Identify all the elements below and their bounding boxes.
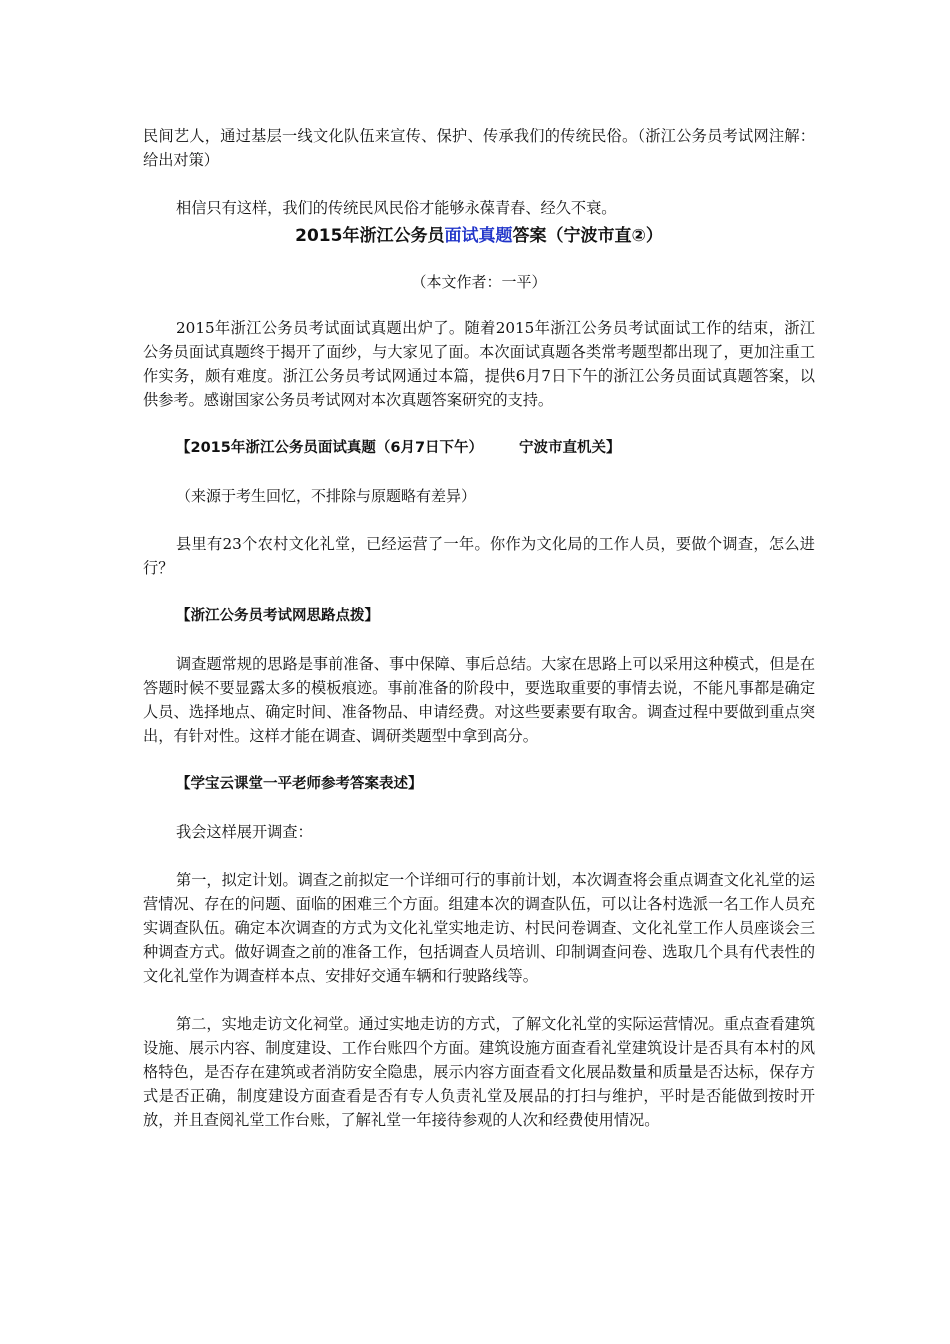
answer-point-2: 第二，实地走访文化祠堂。通过实地走访的方式，了解文化礼堂的实际运营情况。重点查看建筑设施、展示内容、制度建设、工作台账四个方面。建筑设施方面查看礼堂建筑设计是否具有本村的风格特色，是否存在建筑或者消防安全隐患，展示内容方面查看文化展品数量和质量是否达标，保存方式是否正确，制度建设方面查看是否有专人负责礼堂及展品的打扫与维护，平时是否能做到按时开放，并且查阅礼堂工作台账，了解礼堂一年接待参观的人次和经费使用情况。 [143,1015,815,1129]
question-heading-right: 宁波市直机关】 [519,440,621,456]
answer-point-1: 第一，拟定计划。调查之前拟定一个详细可行的事前计划，本次调查将会重点调查文化礼堂的运营情况、存在的问题、面临的困难三个方面。组建本次的调查队伍，可以让各村选派一名工作人员充实调查队伍。确定本次调查的方式为文化礼堂实地走访、村民问卷调查、文化礼堂工作人员座谈会三种调查方式。做好调查之前的准备工作，包括调查人员培训、印制调查问卷、选取几个具有代表性的文化礼堂作为调查样本点、安排好交通车辆和行驶路线等。 [143,871,815,985]
article-title [143,224,815,248]
closing-sentence: 相信只有这样，我们的传统民风民俗才能够永葆青春、经久不衰。 [176,199,617,217]
tips-heading: 【浙江公务员考试网思路点拨】 [176,608,379,624]
document-page [143,116,815,1132]
tips-paragraph: 调查题常规的思路是事前准备、事中保障、事后总结。大家在思路上可以采用这种模式，但是在答题时候不要显露太多的模板痕迹。事前准备的阶段中，要选取重要的事情去说，不能凡事都是确定人员、选择地点、确定时间、准备物品、申请经费。对这些要素要有取舍。调查过程中要做到重点突出，有针对性。这样才能在调查、调研类题型中拿到高分。 [143,655,815,745]
author-line: （本文作者：一平） [411,273,547,291]
question-heading-left: 【2015年浙江公务员面试真题（6月7日下午） [176,440,484,456]
lead-paragraph: 2015年浙江公务员考试面试真题出炉了。随着2015年浙江公务员考试面试工作的结束，浙江公务员面试真题终于揭开了面纱，与大家见了面。本次面试真题各类常考题型都出现了，更加注重工作实务，颇有难度。浙江公务员考试网通过本篇，提供6月7日下午的浙江公务员面试真题答案，以供参考。感谢国家公务员考试网对本次真题答案研究的支持。 [143,319,815,409]
title-prefix: 2015年浙江公务员 [295,226,445,246]
source-note: （来源于考生回忆，不排除与原题略有差异） [176,487,477,505]
title-suffix: 答案（宁波市直②） [512,226,663,246]
intro-paragraph: 民间艺人，通过基层一线文化队伍来宣传、保护、传承我们的传统民俗。（浙江公务员考试网注解：给出对策） [143,127,815,169]
answer-heading: 【学宝云课堂一平老师参考答案表述】 [176,776,423,792]
question-text: 县里有23个农村文化礼堂，已经运营了一年。你作为文化局的工作人员，要做个调查，怎么进行？ [143,535,815,577]
answer-opening: 我会这样展开调查： [176,823,313,841]
title-link[interactable]: 面试真题 [444,226,513,246]
question-heading [143,436,815,460]
